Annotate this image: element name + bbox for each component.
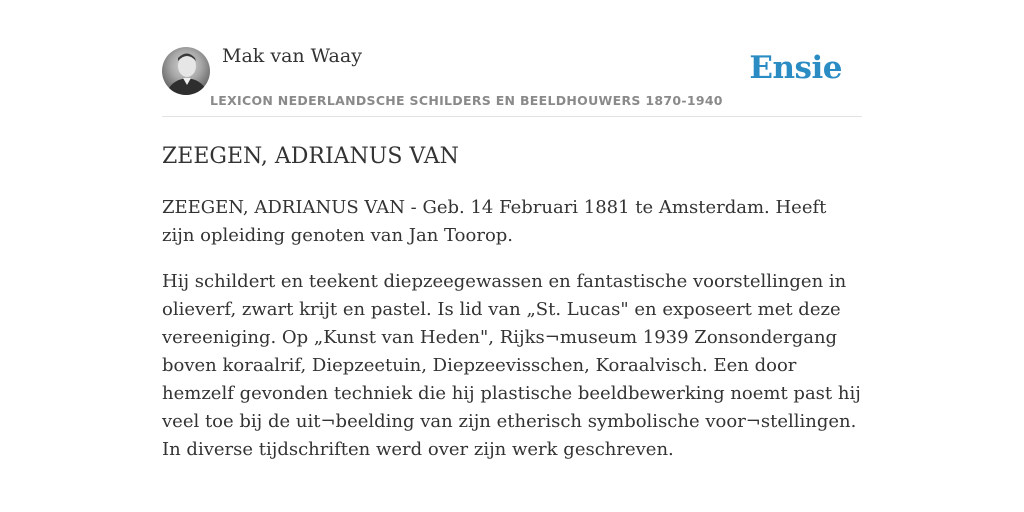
ensie-logo[interactable]: Ensie xyxy=(749,50,842,86)
author-name[interactable]: Mak van Waay xyxy=(222,45,362,67)
article-title: ZEEGEN, ADRIANUS VAN xyxy=(162,144,459,169)
page xyxy=(162,0,862,464)
header xyxy=(162,0,862,117)
portrait-graphic xyxy=(162,47,210,95)
article-paragraph: ZEEGEN, ADRIANUS VAN - Geb. 14 Februari 1881 te Amsterdam. Heeft zijn opleiding genoten van Jan Toorop. xyxy=(162,197,827,246)
author-portrait-icon[interactable] xyxy=(162,47,210,95)
article-body xyxy=(162,194,862,464)
article-paragraph: Hij schildert en teekent diepzeegewassen en fantastische voorstellingen in olieverf, zwart krijt en pastel. Is lid van „St. Lucas" en exposeert met deze vereeniging. Op „Kunst van Heden", Rijks¬museum 1939 Zonsondergang boven koraalrif, Diepzeetuin, Diepzeevisschen, Koraalvisch. Een door hemzelf gevonden techniek die hij plastische beeldbewerking noemt past hij veel toe bij de uit¬beelding van zijn etherisch symbolische voor¬stellingen. In diverse tijdschriften werd over zijn werk geschreven. xyxy=(162,271,861,460)
lexicon-subtitle[interactable]: LEXICON NEDERLANDSCHE SCHILDERS EN BEELDHOUWERS 1870-1940 xyxy=(210,93,723,108)
